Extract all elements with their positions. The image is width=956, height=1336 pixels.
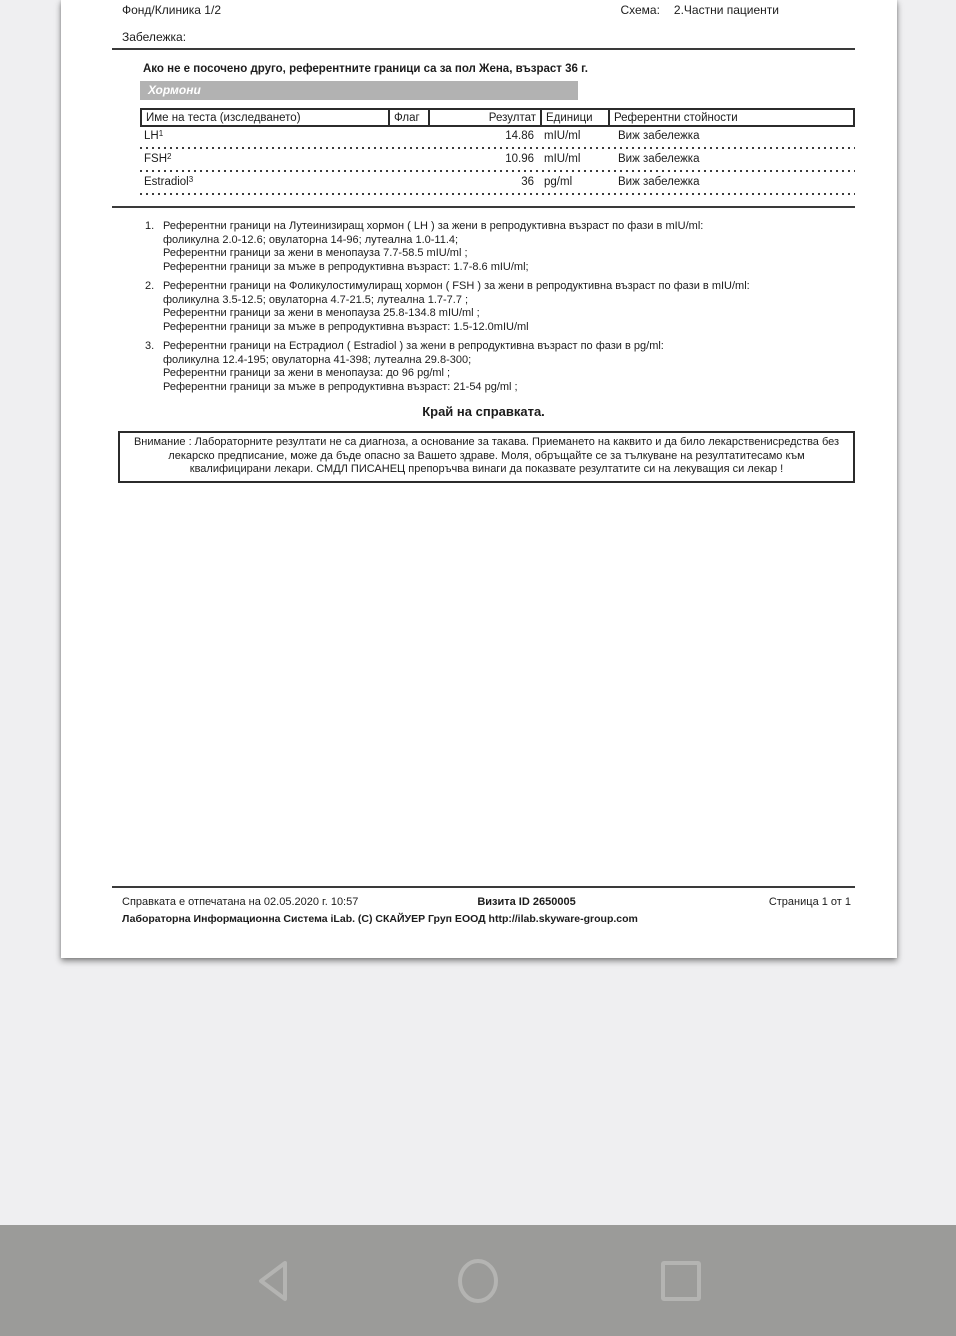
section-title-hormones: Хормони — [140, 81, 578, 100]
page-footer — [112, 886, 855, 925]
col-header-result: Резултат — [430, 110, 542, 125]
android-navigation-bar — [0, 1225, 956, 1336]
test-flag — [388, 153, 428, 170]
results-table — [140, 108, 855, 195]
row-separator — [140, 193, 855, 195]
page-number: Страница 1 от 1 — [768, 896, 852, 908]
row-separator — [140, 147, 855, 149]
printed-timestamp: Справката е отпечатана на 02.05.2020 г. 10:57 — [122, 896, 359, 908]
divider-top — [112, 48, 855, 50]
test-reference: Виж забележка — [618, 130, 700, 142]
test-units: mIU/ml — [544, 130, 581, 142]
col-header-reference: Референтни стойности — [614, 112, 738, 124]
scheme-value: 2.Частни пациенти — [673, 3, 779, 17]
visit-id: Визита ID 2650005 — [477, 896, 576, 908]
table-row — [140, 127, 855, 147]
warning-line: лекарско предписание, може да бъде опасно за Вашето здраве. Моля, обръщайте се за тълкуване на резултатитесамо към — [168, 449, 805, 462]
test-name: Estradiol$^3$ — [144, 175, 194, 188]
reference-statement: Ако не е посочено друго, референтните граници са за пол Жена, възраст 36 г. — [143, 63, 588, 75]
divider-after-table — [112, 206, 855, 208]
col-header-units: Единици — [542, 110, 610, 125]
lab-report-page — [61, 0, 897, 958]
table-row — [140, 173, 855, 193]
back-icon — [252, 1292, 294, 1309]
table-row — [140, 150, 855, 170]
test-result: 36 — [521, 176, 534, 188]
test-reference: Виж забележка — [618, 153, 700, 165]
warning-box — [118, 431, 855, 483]
recents-button[interactable] — [660, 1260, 702, 1307]
footnote-marker: 3 — [188, 175, 194, 184]
remark-label: Забележка: — [122, 30, 187, 44]
test-result: 14.86 — [505, 130, 534, 142]
row-separator — [140, 170, 855, 172]
test-flag — [388, 130, 428, 147]
document-header — [112, 3, 855, 17]
warning-line: Внимание : Лабораторните резултати не са диагноза, а основание за такава. Приемането на каквито и да било лекарственисредства без — [133, 436, 840, 448]
test-result: 10.96 — [505, 153, 534, 165]
footnote-estradiol: 3. Референтни граници на Естрадиол ( Estradiol ) за жени в репродуктивна възраст по фази в pg/ml: фоликулна 12.4-195; овулаторна 41-398; лутеална 29.8-300; Референтни граници за жени в менопауза: до 96 pg/ml ; Референтни граници за мъже в репродуктивна възраст: 21-54 pg/ml ; — [145, 340, 664, 393]
home-button[interactable] — [455, 1257, 501, 1310]
footnote-marker: 1 — [158, 129, 164, 138]
lis-system-info: Лабораторна Информационна Система iLab. (С) СКАЙУЕР Груп ЕООД http://ilab.skyware-group.com — [122, 913, 638, 925]
col-header-test-name: Име на теста (изследването) — [142, 110, 390, 125]
results-table-header — [140, 108, 855, 127]
footnote-marker: 2 — [167, 152, 172, 161]
test-name: FSH$^2$ — [144, 152, 172, 165]
warning-line: квалифицирани лекари. СМДЛ ПИСАНЕЦ препоръчва винаги да показвате резултатите си на лекуващия си лекар ! — [189, 463, 784, 475]
footnotes — [145, 220, 855, 394]
test-units: pg/ml — [544, 176, 573, 188]
test-reference: Виж забележка — [618, 176, 700, 188]
test-units: mIU/ml — [544, 153, 581, 165]
fund-clinic-label: Фонд/Клиника 1/2 — [122, 3, 221, 17]
footnote-fsh: 2. Референтни граници на Фоликулостимулиращ хормон ( FSH ) за жени в репродуктивна възраст по фази в mIU/ml: фоликулна 3.5-12.5; овулаторна 4.7-21.5; лутеална 1.7-7.7 ; Референтни граници за жени в менопауза 25.8-134.8 mIU/ml ; Референтни граници за мъже в репродуктивна възраст: 1.5-12.0mIU/ml — [145, 280, 750, 333]
scheme-label: Схема: — [620, 3, 660, 17]
end-of-report-text: Край на справката. — [422, 404, 545, 419]
scheme — [620, 3, 779, 17]
recents-icon — [660, 1289, 702, 1306]
back-button[interactable] — [252, 1257, 294, 1310]
footnote-lh: 1. Референтни граници на Лутеинизиращ хормон ( LH ) за жени в репродуктивна възраст по фази в mIU/ml: фоликулна 2.0-12.6; овулаторна 14-96; лутеална 1.0-11.4; Референтни граници за жени в менопауза 7.7-58.5 mIU/ml ; Референтни граници за мъже в репродуктивна възраст: 1.7-8.6 mIU/ml; — [145, 220, 704, 273]
test-name: $LH^1$ — [144, 129, 164, 142]
test-flag — [388, 176, 428, 193]
col-header-flag: Флаг — [390, 110, 430, 125]
home-icon — [455, 1292, 501, 1309]
